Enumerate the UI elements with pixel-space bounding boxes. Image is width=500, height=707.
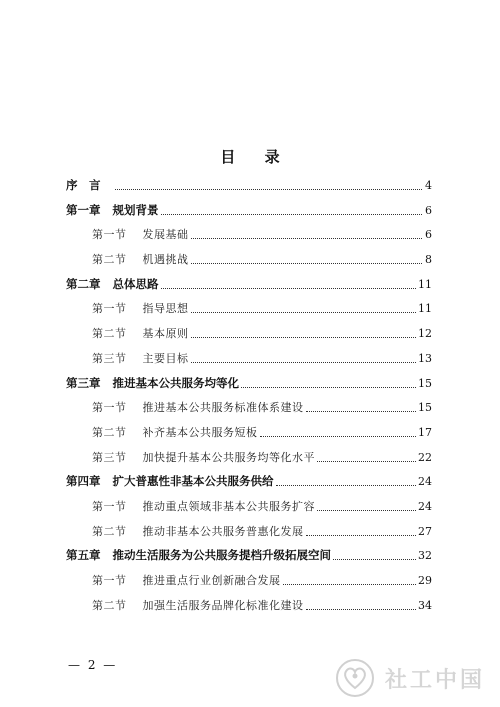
toc-section-entry: [66, 295, 432, 316]
page-ref: 27: [418, 524, 432, 538]
toc-entry-label: [66, 548, 331, 563]
toc-section-entry: [66, 493, 432, 514]
toc-entry-label: [92, 326, 189, 341]
dot-leader: [306, 411, 417, 412]
toc-chapter-entry: [66, 197, 432, 218]
toc-section-entry: [66, 394, 432, 415]
chapter-title: 规划背景: [112, 202, 159, 217]
dot-leader: [191, 362, 417, 363]
page-ref: 34: [418, 598, 432, 612]
toc-section-entry: [66, 221, 432, 242]
toc-entry-label: [66, 203, 159, 218]
page-ref: 8: [425, 253, 432, 267]
dot-leader: [260, 436, 417, 437]
toc-entry-label: [92, 425, 258, 440]
section-title: 加快提升基本公共服务均等化水平: [142, 450, 315, 464]
toc-section-entry: [66, 567, 432, 588]
section-number: 第二节: [92, 327, 127, 341]
section-number: 第二节: [92, 253, 127, 267]
toc-section-entry: [66, 518, 432, 539]
table-of-contents: [66, 172, 432, 616]
toc-section-entry: [66, 592, 432, 613]
toc-chapter-entry: [66, 271, 432, 292]
toc-entry-label: [66, 474, 274, 489]
toc-entry-label: [92, 400, 304, 415]
dot-leader: [333, 559, 416, 560]
chapter-title: 总体思路: [112, 276, 159, 291]
page-ref: 15: [418, 401, 432, 415]
section-number: 第三节: [92, 450, 127, 464]
chapter-number: 第一章: [66, 202, 101, 217]
dot-leader: [115, 189, 423, 190]
toc-chapter-entry: [66, 468, 432, 489]
chapter-title: 扩大普惠性非基本公共服务供给: [112, 474, 274, 489]
section-title: 主要目标: [142, 351, 189, 365]
chapter-number: 第三章: [66, 375, 101, 390]
dot-leader: [161, 288, 417, 289]
page-ref: 6: [425, 203, 432, 217]
dot-leader: [161, 214, 423, 215]
section-title: 加强生活服务品牌化标准化建设: [142, 598, 304, 612]
page-ref: 24: [418, 499, 432, 513]
page-ref: 12: [418, 327, 432, 341]
page-ref: 17: [418, 425, 432, 439]
section-title: 基本原则: [142, 327, 189, 341]
chapter-title: 推进基本公共服务均等化: [112, 375, 239, 390]
section-title: 推动非基本公共服务普惠化发展: [142, 524, 304, 538]
page-ref: 22: [418, 450, 432, 464]
toc-chapter-entry: [66, 542, 432, 563]
page-ref: 32: [418, 549, 432, 563]
toc-section-entry: [66, 419, 432, 440]
dot-leader: [191, 337, 417, 338]
section-number: 第一节: [92, 499, 127, 513]
toc-entry-label: [92, 450, 315, 465]
section-number: 第一节: [92, 401, 127, 415]
page-number: — 2 —: [68, 658, 118, 672]
toc-entry-label: [66, 178, 113, 193]
dot-leader: [191, 312, 417, 313]
section-number: 第三节: [92, 351, 127, 365]
page-ref: 11: [418, 302, 432, 316]
section-number: 第一节: [92, 574, 127, 587]
toc-entry-label: [92, 598, 304, 613]
chapter-number: 第五章: [66, 548, 101, 563]
toc-entry-label: [66, 376, 239, 391]
section-number: 第二节: [92, 425, 127, 439]
toc-section-entry: [66, 320, 432, 341]
chapter-number: 第四章: [66, 474, 101, 489]
page-ref: 29: [418, 574, 432, 587]
toc-entry-label: [92, 227, 189, 242]
dot-leader: [317, 461, 416, 462]
section-title: 机遇挑战: [142, 253, 189, 267]
dot-leader: [241, 387, 416, 388]
toc-entry-label: [92, 351, 189, 366]
dot-leader: [191, 263, 423, 264]
section-number: 第一节: [92, 228, 127, 242]
section-title: 补齐基本公共服务短板: [142, 425, 258, 439]
page-ref: 6: [425, 228, 432, 242]
toc-entry-label: [92, 499, 315, 514]
toc-chapter-entry: [66, 370, 432, 391]
toc-entry-label: [92, 252, 189, 267]
dot-leader: [191, 238, 423, 239]
toc-chapter-entry: [66, 172, 432, 193]
dot-leader: [306, 535, 417, 536]
section-title: 推动重点领域非基本公共服务扩容: [142, 499, 315, 513]
section-title: 推进重点行业创新融合发展: [142, 574, 281, 587]
heart-people-logo-icon: [335, 658, 375, 698]
toc-section-entry: [66, 246, 432, 267]
dot-leader: [283, 584, 417, 585]
page-ref: 15: [418, 376, 432, 390]
chapter-number: 第二章: [66, 276, 101, 291]
toc-section-entry: [66, 345, 432, 366]
dot-leader: [317, 510, 416, 511]
watermark-text: 社工中国: [385, 667, 486, 693]
section-number: 第一节: [92, 302, 127, 316]
toc-entry-label: [92, 301, 189, 316]
toc-entry-label: [92, 524, 304, 539]
chapter-title: 推动生活服务为公共服务提档升级拓展空间: [112, 548, 331, 563]
dot-leader: [276, 485, 417, 486]
section-title: 推进基本公共服务标准体系建设: [142, 401, 304, 415]
toc-entry-label: [92, 573, 281, 588]
chapter-number: 序 言: [66, 178, 101, 192]
section-title: 指导思想: [142, 302, 189, 316]
watermark: [335, 655, 495, 701]
page-ref: 11: [418, 277, 432, 291]
page-ref: 24: [418, 475, 432, 489]
page-ref: 13: [418, 351, 432, 365]
toc-title: 目 录: [220, 148, 292, 166]
section-number: 第二节: [92, 598, 127, 612]
dot-leader: [306, 609, 417, 610]
page-ref: 4: [425, 179, 432, 192]
toc-section-entry: [66, 444, 432, 465]
section-number: 第二节: [92, 524, 127, 538]
toc-entry-label: [66, 277, 159, 292]
section-title: 发展基础: [142, 228, 189, 242]
